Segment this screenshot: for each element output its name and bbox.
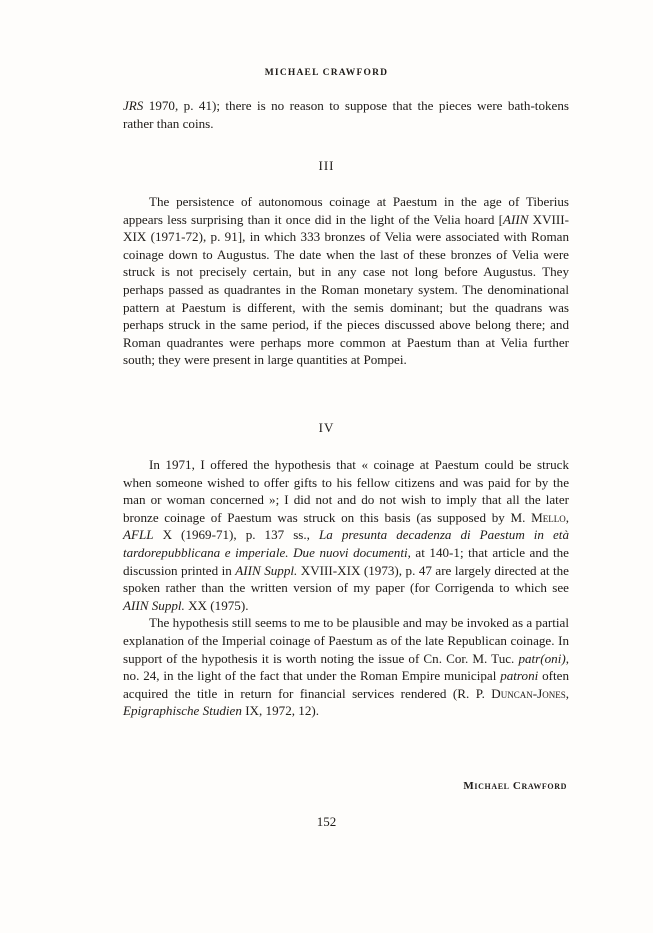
text-run: , xyxy=(565,685,569,701)
text-run: XVIII-XIX (1973), p. 47 are largely directed at the spoken rather than the written version of my paper (for Corrigenda to which see xyxy=(123,562,569,596)
section-heading-iii: III xyxy=(318,158,335,173)
text-run: The persistence of autonomous coinage at Paestum in the age of Tiberius appears less surprising than it once did in the light of the Velia hoard [ xyxy=(123,194,569,227)
section-iv-body xyxy=(123,456,569,720)
author-name: Duncan-Jones xyxy=(491,685,566,701)
text-run: , no. 24, in the light of the fact that under the Roman Empire municipal xyxy=(123,650,569,684)
text-run: often acquired the title in return for financial services rendered (R. P. xyxy=(123,668,569,701)
journal-abbrev: JRS xyxy=(123,98,144,113)
author-name: Mello xyxy=(531,509,566,525)
journal-abbrev: AIIN Suppl. xyxy=(235,562,298,578)
text-run: XX (1975). xyxy=(184,597,249,613)
text-run: , at 140-1; that article and the discussion printed in xyxy=(123,544,569,578)
text-run: XVIII-XIX (1971-72), p. 91], in which 333 bronzes of Velia were associated with Roman coinage down to Augustus. The date when the last of these bronzes of Velia were struck is not precisely certain, but in any case not long before Augustus. They perhaps passed as quadrantes in the Roman monetary system. The denominational pattern at Paestum is different, with the semis dominant; but the quadrans was perhaps struck in the same period, if the pieces discussed above belong there; and Roman quadrantes were perhaps more common at Paestum than at Velia further south; they were present in large quantities at Pompei. xyxy=(123,211,569,368)
text-run: , xyxy=(565,509,569,525)
page-number: 152 xyxy=(316,814,337,829)
journal-abbrev: AIIN xyxy=(502,211,529,227)
article-title: La presunta decadenza di Paestum in età tardorepubblicana e imperiale. Due nuovi documenti xyxy=(123,527,569,560)
paragraph xyxy=(123,456,569,614)
text-run: The hypothesis still seems to me to be plausible and may be invoked as a partial explanation of the Imperial coinage of Paestum as of the late Republican coinage. In support of the hypothesis it is worth noting the issue of Cn. Cor. M. Tuc. xyxy=(123,615,569,666)
running-head: MICHAEL CRAWFORD xyxy=(264,68,389,78)
section-heading-iv: IV xyxy=(318,420,335,435)
journal-title: Epigraphische Studien xyxy=(123,703,242,719)
paragraph xyxy=(123,614,569,720)
paragraph-continuation xyxy=(123,97,569,132)
text-run: IX, 1972, 12). xyxy=(241,703,320,719)
latin-term: patroni xyxy=(500,668,539,684)
paragraph-text: 1970, p. 41); there is no reason to suppose that the pieces were bath-tokens rather than coins. xyxy=(123,98,569,131)
text-run: X (1969-71), p. 137 ss., xyxy=(153,527,319,543)
journal-abbrev: AFLL xyxy=(123,527,154,543)
paragraph xyxy=(123,193,569,369)
latin-term: patr(oni) xyxy=(518,650,566,666)
text-run: In 1971, I offered the hypothesis that « coinage at Paestum could be struck when someone wished to offer gifts to his fellow citizens and was paid for by the man or woman concerned »; I did not and do not wish to imply that all the later bronze coinage of Paestum was struck on this basis (as supposed by M. xyxy=(123,457,569,525)
journal-abbrev: AIIN Suppl. xyxy=(123,597,185,613)
section-iii-body xyxy=(123,193,569,369)
author-signature: Michael Crawford xyxy=(463,780,567,792)
